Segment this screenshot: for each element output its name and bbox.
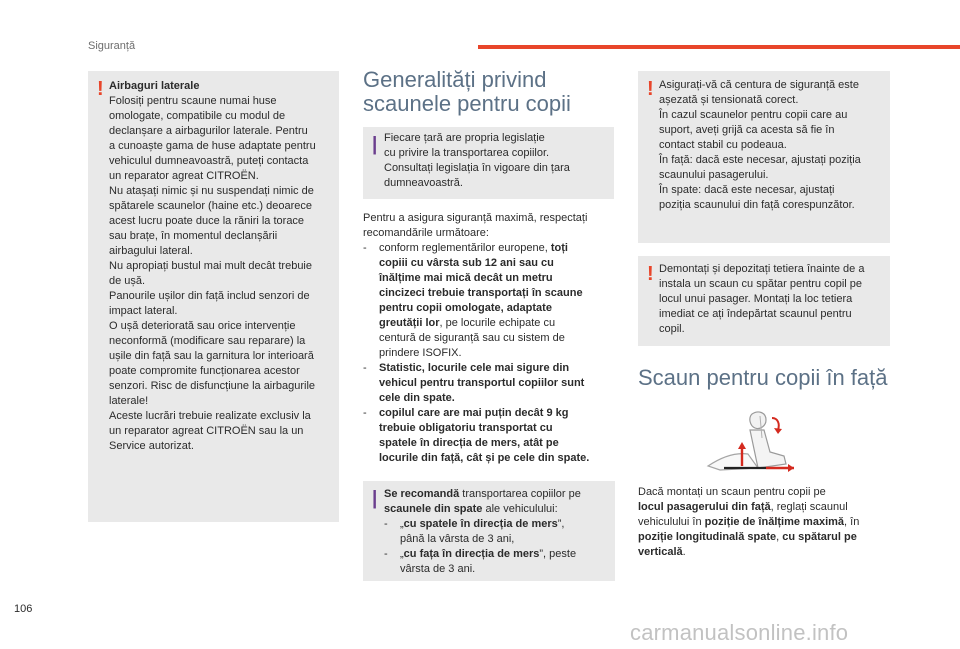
recommend-bold: scaunele din spate	[384, 503, 483, 515]
front-seat-instructions	[638, 485, 890, 560]
watermark: carmanualsonline.info	[630, 620, 849, 645]
front-seat-bold: locul pasagerului din față	[638, 501, 771, 513]
list-item-text: „	[400, 548, 404, 560]
info-bar-icon: |	[372, 488, 378, 509]
seat-belt-text: Asigurați-vă că centura de siguranță este așezată și tensionată corect. În cazul scaunelor pentru copii care au suport, aveți grijă ca acesta să fie în contact stabil cu podeaua. În față: dacă este necesar, ajustați poziția scaunului pasagerului. În spate: dacă este necesar, ajustați poziția scaunului din față corespunzător.	[659, 79, 861, 211]
front-seat-bold: poziție longitudinală spate	[638, 531, 777, 543]
airbag-warning-box	[88, 71, 339, 522]
recommend-text: ale vehiculului:	[482, 503, 558, 515]
list-item	[363, 361, 615, 406]
section-label: Siguranță	[88, 40, 136, 52]
legislation-info-box	[363, 127, 614, 199]
front-seat-text: , în	[844, 516, 860, 528]
warning-exclamation-icon: !	[647, 78, 654, 100]
front-seat-text: Dacă montați un scaun pentru copii pe	[638, 486, 826, 498]
seat-adjustment-illustration-icon	[700, 408, 810, 478]
list-dash: -	[363, 242, 367, 254]
recommend-text: transportarea copiilor pe	[459, 488, 581, 500]
list-item-bold: cu fața în direcția de mers	[403, 548, 540, 560]
front-seat-text: , reglați scaunul vehiculului în	[638, 501, 848, 528]
front-seat-bold: poziție de înălțime maximă	[704, 516, 845, 528]
list-item-text: ”, peste vârsta de 3 ani.	[400, 548, 577, 575]
list-item-text: ”, până la vârsta de 3 ani,	[400, 518, 565, 545]
list-item	[363, 406, 615, 466]
rear-seat-recommendation-box	[363, 481, 615, 581]
list-dash: -	[384, 548, 388, 560]
headrest-warning-box	[638, 256, 890, 346]
legislation-text: Fiecare țară are propria legislație cu privire la transportarea copiilor. Consultați legislația în vigoare din țara dumneavoastră.	[384, 132, 570, 189]
recommendations-intro: Pentru a asigura siguranță maximă, respectați recomandările următoare:	[363, 212, 588, 239]
page-number: 106	[14, 603, 33, 615]
header-accent-bar	[478, 45, 960, 49]
airbag-text: Folosiți pentru scaune numai huse omologate, compatibile cu modul de declanșare a airbagurilor laterale. Pentru a cunoaște gama de huse adaptate pentru vehiculul dumneavoastră, puteți contacta un reparator agreat CITROËN. Nu atașați nimic și nu suspendați nimic de spătarele scaunelor (haine etc.) deoarece acest lucru poate duce la răniri la torace sau brațe, în momentul declanșării airbagului lateral. Nu apropiați bustul mai mult decât trebuie de ușă. Panourile ușilor din față includ senzori de impact lateral. O ușă deteriorată sau orice intervenție neconformă (modificare sau reparare) la ușile din față sau la garnitura lor interioară poate compromite funcționarea acestor senzori. Risc de disfuncțiune la airbagurile laterale! Aceste lucrări trebuie realizate exclusiv la un reparator agreat CITROËN sau la un Service autorizat.	[109, 95, 316, 452]
list-item-text: , pe locurile echipate cu centură de siguranță sau cu sistem de prindere ISOFIX.	[379, 317, 565, 359]
list-item-text: „	[400, 518, 404, 530]
list-item-bold: Statistic, locurile cele mai sigure din vehicul pentru transportul copiilor sunt cele din spate.	[379, 362, 585, 404]
recommendations-section	[363, 211, 615, 466]
list-item	[384, 517, 607, 547]
headrest-text: Demontați și depozitați tetiera înainte de a instala un scaun cu spătar pentru copil pe locul unui pasager. Montați la loc tetiera imediat ce ați îndepărtat scaunul pentru copil.	[659, 263, 865, 335]
list-dash: -	[384, 518, 388, 530]
list-dash: -	[363, 362, 367, 374]
front-seat-text: ,	[776, 531, 783, 543]
warning-exclamation-icon: !	[97, 78, 104, 100]
front-seat-text: .	[682, 546, 686, 558]
list-item	[384, 547, 607, 577]
front-seat-bold: cu spătarul pe verticală	[638, 531, 857, 558]
list-item-text: conform reglementărilor europene,	[379, 242, 551, 254]
general-heading: Generalități privind scaunele pentru copii	[363, 67, 571, 116]
info-bar-icon: |	[372, 134, 378, 155]
list-dash: -	[363, 407, 367, 419]
recommend-bold: Se recomandă	[384, 488, 460, 500]
seat-belt-warning-box	[638, 71, 890, 243]
list-item-bold: cu spatele în direcția de mers	[403, 518, 558, 530]
list-item	[363, 241, 615, 361]
front-seat-heading: Scaun pentru copii în față	[638, 365, 888, 390]
airbag-title: Airbaguri laterale	[109, 80, 200, 92]
list-item-bold: copilul care are mai puțin decât 9 kg trebuie obligatoriu transportat cu spatele în direcția de mers, atât pe locurile din față, cât și pe cele din spate.	[379, 407, 590, 464]
warning-exclamation-icon: !	[647, 263, 654, 285]
list-item-bold: toți copiii cu vârsta sub 12 ani sau cu înălțime mai mică decât un metru cincizeci trebuie transportați în scaune pentru copii omologate, adaptate greutății lor	[379, 242, 583, 329]
